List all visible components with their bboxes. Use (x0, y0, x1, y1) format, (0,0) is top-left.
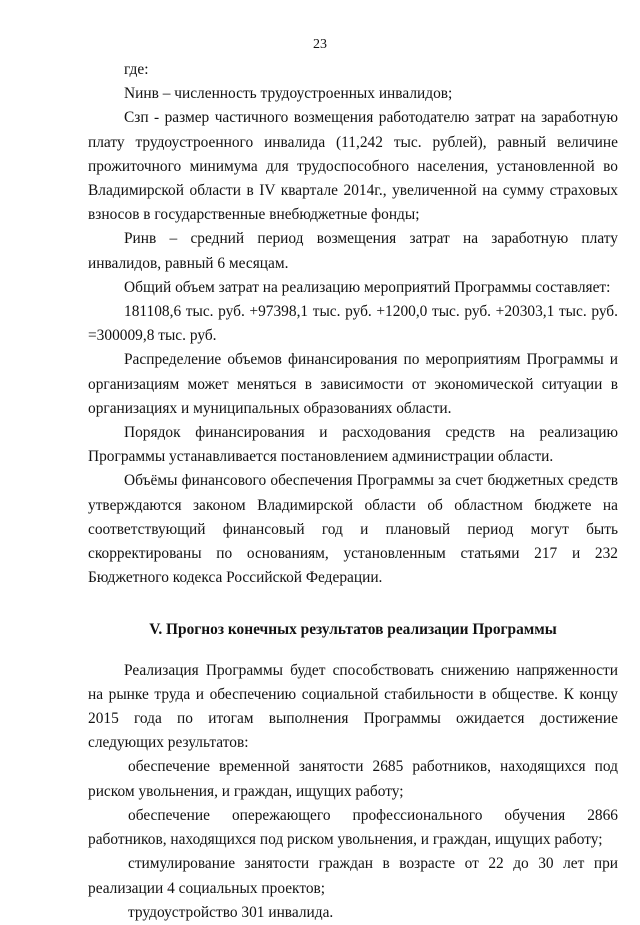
result-disabled-employment: трудоустройство 301 инвалида. (128, 903, 334, 921)
paragraph-funding-procedure: Порядок финансирования и расходования средств на реализацию Программы устанавливается постановлением администрации области. (88, 424, 618, 466)
paragraph-where: где: (124, 61, 149, 78)
paragraph-total-costs: Общий объем затрат на реализацию мероприятий Программы составляет: (124, 278, 611, 296)
page-number: 23 (313, 37, 327, 52)
paragraph-ninv-definition: Nинв – численность трудоустроенных инвалидов; (124, 85, 453, 103)
paragraph-budget-volumes: Объёмы финансового обеспечения Программы за счет бюджетных средств утверждаются законом Владимирской области об областном бюджете на соответствующий финансовый год и плановый период могут быть скорректированы по основаниям, установленным статьями 217 и 232 Бюджетного кодекса Российской Федерации. (88, 472, 618, 587)
section-heading: V. Прогноз конечных результатов реализации Программы (149, 621, 557, 639)
paragraph-expected-results: Реализация Программы будет способствовать снижению напряженности на рынке труда и обеспечению социальной стабильности в обществе. К концу 2015 года по итогам выполнения Программы ожидается достижение следующих результатов: (88, 661, 618, 752)
paragraph-funding-distribution: Распределение объемов финансирования по мероприятиям Программы и организациям может меняться в зависимости от экономической ситуации в организациях и муниципальных образованиях области. (88, 351, 618, 417)
result-advanced-training: обеспечение опережающего профессионального обучения 2866 работников, находящихся под риском увольнения, и граждан, ищущих работу; (88, 806, 618, 849)
result-youth-employment: стимулирование занятости граждан в возрасте от 22 до 30 лет при реализации 4 социальных проектов; (88, 855, 618, 897)
paragraph-szp-definition: Сзп - размер частичного возмещения работодателю затрат на заработную плату трудоустроенного инвалида (11,242 тыс. рублей), равный величине прожиточного минимума для трудоспособного населения, установленной во Владимирской области в IV квартале 2014г., увеличенной на сумму страховых взносов в государственные внебюджетные фонды; (88, 109, 618, 224)
paragraph-rinv-definition: Ринв – средний период возмещения затрат на заработную плату инвалидов, равный 6 месяцам. (88, 230, 618, 272)
document-body (88, 58, 618, 925)
paragraph-cost-formula: 181108,6 тыс. руб. +97398,1 тыс. руб. +1200,0 тыс. руб. +20303,1 тыс. руб. =300009,8 тыс. руб. (88, 303, 618, 345)
result-temporary-employment: обеспечение временной занятости 2685 работников, находящихся под риском увольнения, и граждан, ищущих работу; (88, 758, 618, 800)
